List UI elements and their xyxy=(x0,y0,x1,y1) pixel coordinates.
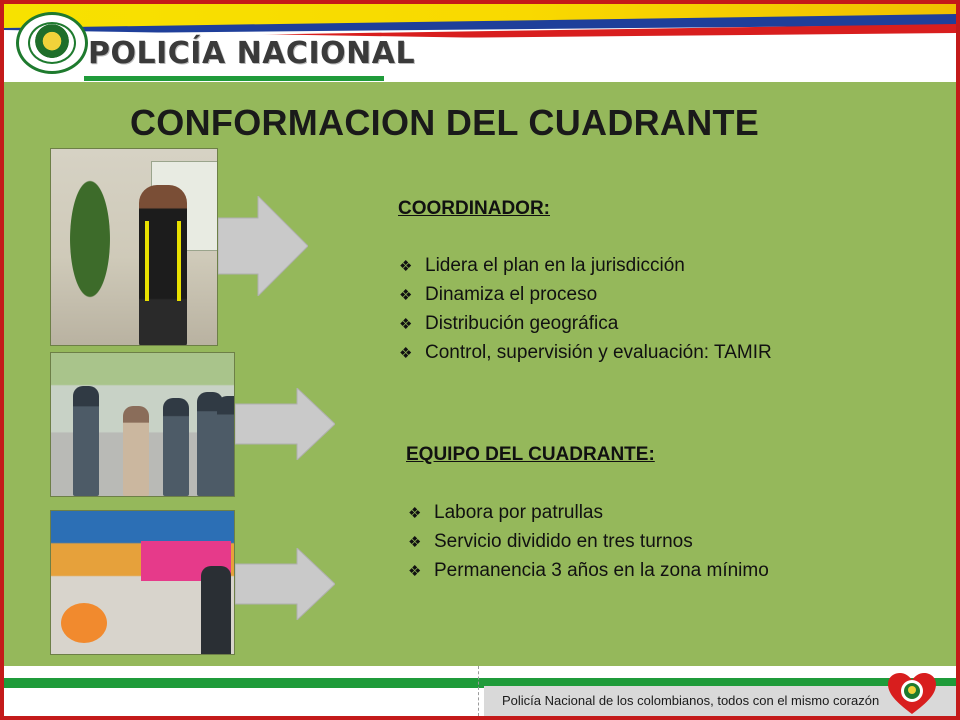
arrow-right-icon xyxy=(235,548,335,620)
list-item: ❖ Lidera el plan en la jurisdicción xyxy=(399,254,685,276)
footer-divider xyxy=(478,666,479,716)
footer-slogan: Policía Nacional de los colombianos, todos con el mismo corazón xyxy=(502,693,880,708)
list-item: ❖ Servicio dividido en tres turnos xyxy=(408,530,693,552)
diamond-bullet-icon: ❖ xyxy=(408,533,422,551)
brand-underline xyxy=(84,76,384,81)
list-item: ❖ Labora por patrullas xyxy=(408,501,603,523)
team-list xyxy=(408,498,769,585)
diamond-bullet-icon: ❖ xyxy=(408,562,422,580)
diamond-bullet-icon: ❖ xyxy=(399,286,413,304)
footer xyxy=(4,666,956,716)
list-item: ❖ Control, supervisión y evaluación: TAMIR xyxy=(399,341,772,363)
arrow-right-icon xyxy=(218,196,308,296)
list-item: ❖ Permanencia 3 años en la zona mínimo xyxy=(408,559,769,581)
photo-community-event xyxy=(50,510,235,655)
diamond-bullet-icon: ❖ xyxy=(408,504,422,522)
diamond-bullet-icon: ❖ xyxy=(399,344,413,362)
slide-title: CONFORMACION DEL CUADRANTE xyxy=(130,102,760,143)
diamond-bullet-icon: ❖ xyxy=(399,315,413,333)
brand-title: POLICÍA NACIONAL xyxy=(88,36,416,71)
list-item: ❖ Dinamiza el proceso xyxy=(399,283,598,305)
diamond-bullet-icon: ❖ xyxy=(399,257,413,275)
coordinator-list xyxy=(399,251,772,367)
section-title-coordinator: COORDINADOR: xyxy=(398,198,550,219)
photo-police-formation xyxy=(50,352,235,497)
photo-coordinator xyxy=(50,148,218,346)
section-title-team: EQUIPO DEL CUADRANTE: xyxy=(406,444,655,465)
header xyxy=(4,4,956,82)
police-seal-icon xyxy=(16,12,88,74)
list-item: ❖ Distribución geográfica xyxy=(399,312,619,334)
heart-seal-icon xyxy=(886,672,938,716)
arrow-right-icon xyxy=(235,388,335,460)
